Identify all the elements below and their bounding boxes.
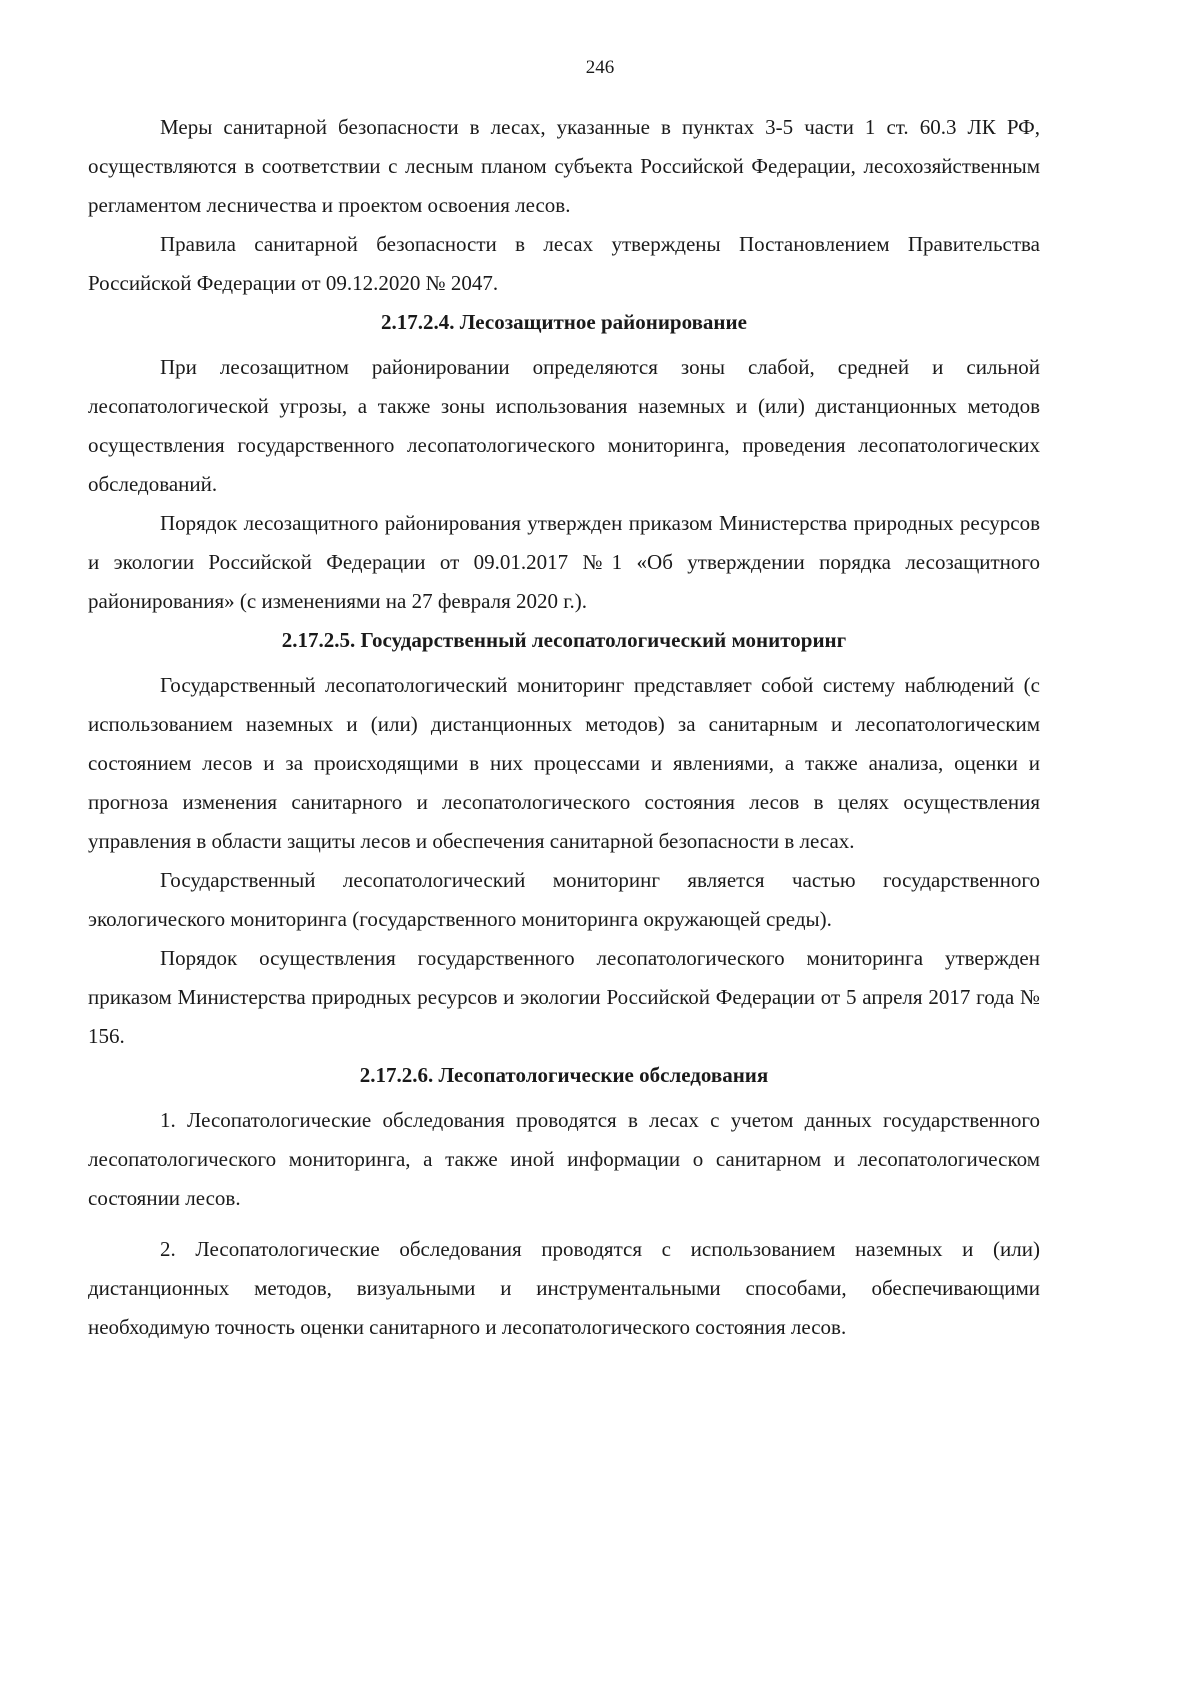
paragraph-monitoring-definition: Государственный лесопатологический мониторинг представляет собой систему наблюдений (с использованием наземных и (или) дистанционных методов) за санитарным и лесопатологическим состоянием лесов и за происходящими в них процессами и явлениями, а также анализа, оценки и прогноза изменения санитарного и лесопатологического состояния лесов в целях осуществления управления в области защиты лесов и обеспечения санитарной безопасности в лесах. xyxy=(88,673,1040,853)
paragraph-monitoring-order: Порядок осуществления государственного лесопатологического мониторинга утвержден приказом Министерства природных ресурсов и экологии Российской Федерации от 5 апреля 2017 года № 156. xyxy=(88,946,1040,1048)
document-body xyxy=(88,108,1040,1347)
paragraph-monitoring-part: Государственный лесопатологический мониторинг является частью государственного экологического мониторинга (государственного мониторинга окружающей среды). xyxy=(88,868,1040,931)
paragraph-sanitary-measures: Меры санитарной безопасности в лесах, указанные в пунктах 3-5 части 1 ст. 60.3 ЛК РФ, осуществляются в соответствии с лесным планом субъекта Российской Федерации, лесохозяйственным регламентом лесничества и проектом освоения лесов. xyxy=(88,115,1040,217)
paragraph-zoning-zones: При лесозащитном районировании определяются зоны слабой, средней и сильной лесопатологической угрозы, а также зоны использования наземных и (или) дистанционных методов осуществления государственного лесопатологического мониторинга, проведения лесопатологических обследований. xyxy=(88,355,1040,496)
section-heading-surveys: 2.17.2.6. Лесопатологические обследования xyxy=(359,1063,769,1087)
paragraph-surveys-item-1: 1. Лесопатологические обследования проводятся в лесах с учетом данных государственного лесопатологического мониторинга, а также иной информации о санитарном и лесопатологическом состоянии лесов. xyxy=(88,1108,1040,1210)
page-number: 246 xyxy=(585,57,615,78)
paragraph-zoning-order: Порядок лесозащитного районирования утвержден приказом Министерства природных ресурсов и экологии Российской Федерации от 09.01.2017 №1 «Об утверждении порядка лесозащитного районирования» (с изменениями на 27 февраля 2020 г.). xyxy=(88,511,1040,613)
section-heading-monitoring: 2.17.2.5. Государственный лесопатологический мониторинг xyxy=(281,628,847,652)
section-heading-zoning: 2.17.2.4. Лесозащитное районирование xyxy=(381,310,747,334)
paragraph-sanitary-rules: Правила санитарной безопасности в лесах утверждены Постановлением Правительства Российской Федерации от 09.12.2020 № 2047. xyxy=(88,232,1040,295)
paragraph-gap xyxy=(88,1218,1040,1230)
paragraph-surveys-item-2: 2. Лесопатологические обследования проводятся с использованием наземных и (или) дистанционных методов, визуальными и инструментальными способами, обеспечивающими необходимую точность оценки санитарного и лесопатологического состояния лесов. xyxy=(88,1237,1040,1339)
